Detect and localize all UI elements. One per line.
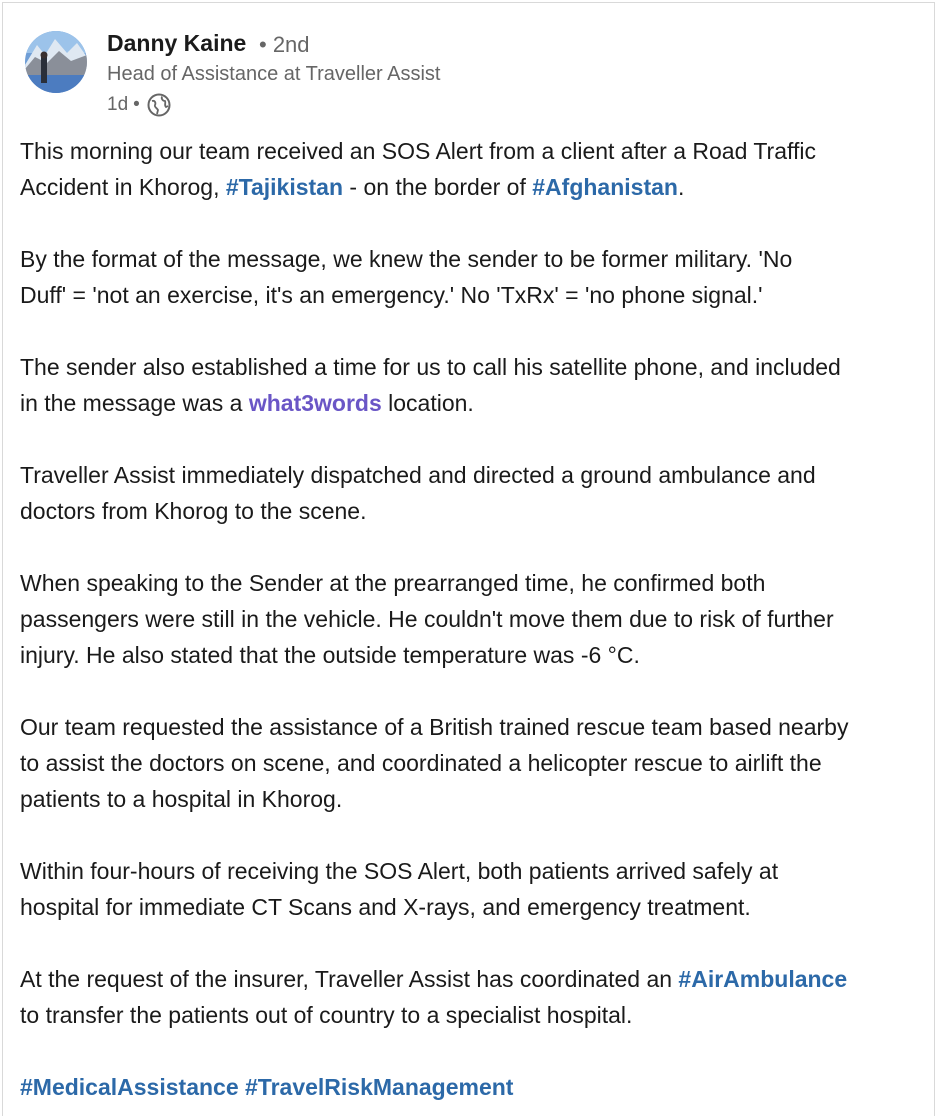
- text-fragment: location.: [381, 390, 474, 416]
- paragraph: [20, 457, 930, 529]
- text-fragment: At the request of the insurer, Traveller Assist has coordinated an: [20, 966, 679, 992]
- text-fragment: in the message was a: [20, 390, 249, 416]
- paragraph: [20, 1069, 930, 1105]
- author-headline: Head of Assistance at Traveller Assist: [107, 63, 441, 85]
- hashtag-tajikistan[interactable]: #Tajikistan: [225, 174, 344, 200]
- text-fragment: Accident in Khorog,: [20, 174, 226, 200]
- avatar-photo: [25, 31, 87, 93]
- paragraph: [20, 961, 930, 1033]
- text-line: By the format of the message, we knew the sender to be former military. 'No: [20, 246, 793, 272]
- text-line: This morning our team received an SOS Alert from a client after a Road Traffic: [20, 138, 816, 164]
- text-line: passengers were still in the vehicle. He couldn't move them due to risk of further: [20, 606, 834, 632]
- text-line: Traveller Assist immediately dispatched and directed a ground ambulance and: [20, 462, 816, 488]
- post-meta: [107, 92, 172, 118]
- post-timestamp: 1d: [107, 94, 129, 115]
- text-fragment: - on the border of: [343, 174, 533, 200]
- text-line: patients to a hospital in Khorog.: [20, 786, 343, 812]
- text-line: to assist the doctors on scene, and coordinated a helicopter rescue to airlift the: [20, 750, 822, 776]
- text-fragment: .: [677, 174, 685, 200]
- globe-icon: [146, 92, 172, 118]
- text-line: [20, 1069, 930, 1105]
- hashtag-airambulance[interactable]: #AirAmbulance: [678, 966, 848, 992]
- text-line: The sender also established a time for us to call his satellite phone, and included: [20, 354, 841, 380]
- text-line: Our team requested the assistance of a British trained rescue team based nearby: [20, 714, 849, 740]
- paragraph: [20, 565, 930, 673]
- post-body: [20, 133, 930, 1105]
- meta-separator: •: [133, 94, 140, 115]
- paragraph: [20, 349, 930, 421]
- hashtag-medicalassistance[interactable]: #MedicalAssistance: [20, 1074, 239, 1100]
- text-line: [20, 961, 930, 997]
- paragraph: [20, 241, 930, 313]
- hashtag-travelriskmanagement[interactable]: #TravelRiskManagement: [245, 1074, 514, 1100]
- paragraph: [20, 709, 930, 817]
- text-line: [20, 169, 930, 205]
- connection-degree: • 2nd: [259, 32, 310, 57]
- text-line: hospital for immediate CT Scans and X-rays, and emergency treatment.: [20, 894, 751, 920]
- author-name[interactable]: Danny Kaine: [107, 30, 247, 56]
- text-line: Within four-hours of receiving the SOS Alert, both patients arrived safely at: [20, 858, 779, 884]
- text-line: doctors from Khorog to the scene.: [20, 498, 367, 524]
- author-avatar[interactable]: [25, 31, 87, 93]
- text-line: When speaking to the Sender at the prearranged time, he confirmed both: [20, 570, 766, 596]
- hashtag-afghanistan[interactable]: #Afghanistan: [532, 174, 678, 200]
- text-line: to transfer the patients out of country to a specialist hospital.: [20, 1002, 633, 1028]
- paragraph: [20, 853, 930, 925]
- paragraph: [20, 133, 930, 205]
- text-line: [20, 385, 930, 421]
- text-line: Duff' = 'not an exercise, it's an emergency.' No 'TxRx' = 'no phone signal.': [20, 282, 763, 308]
- post-card: [2, 2, 935, 1116]
- what3words-link[interactable]: what3words: [248, 390, 382, 416]
- text-line: injury. He also stated that the outside temperature was -6 °C.: [20, 642, 640, 668]
